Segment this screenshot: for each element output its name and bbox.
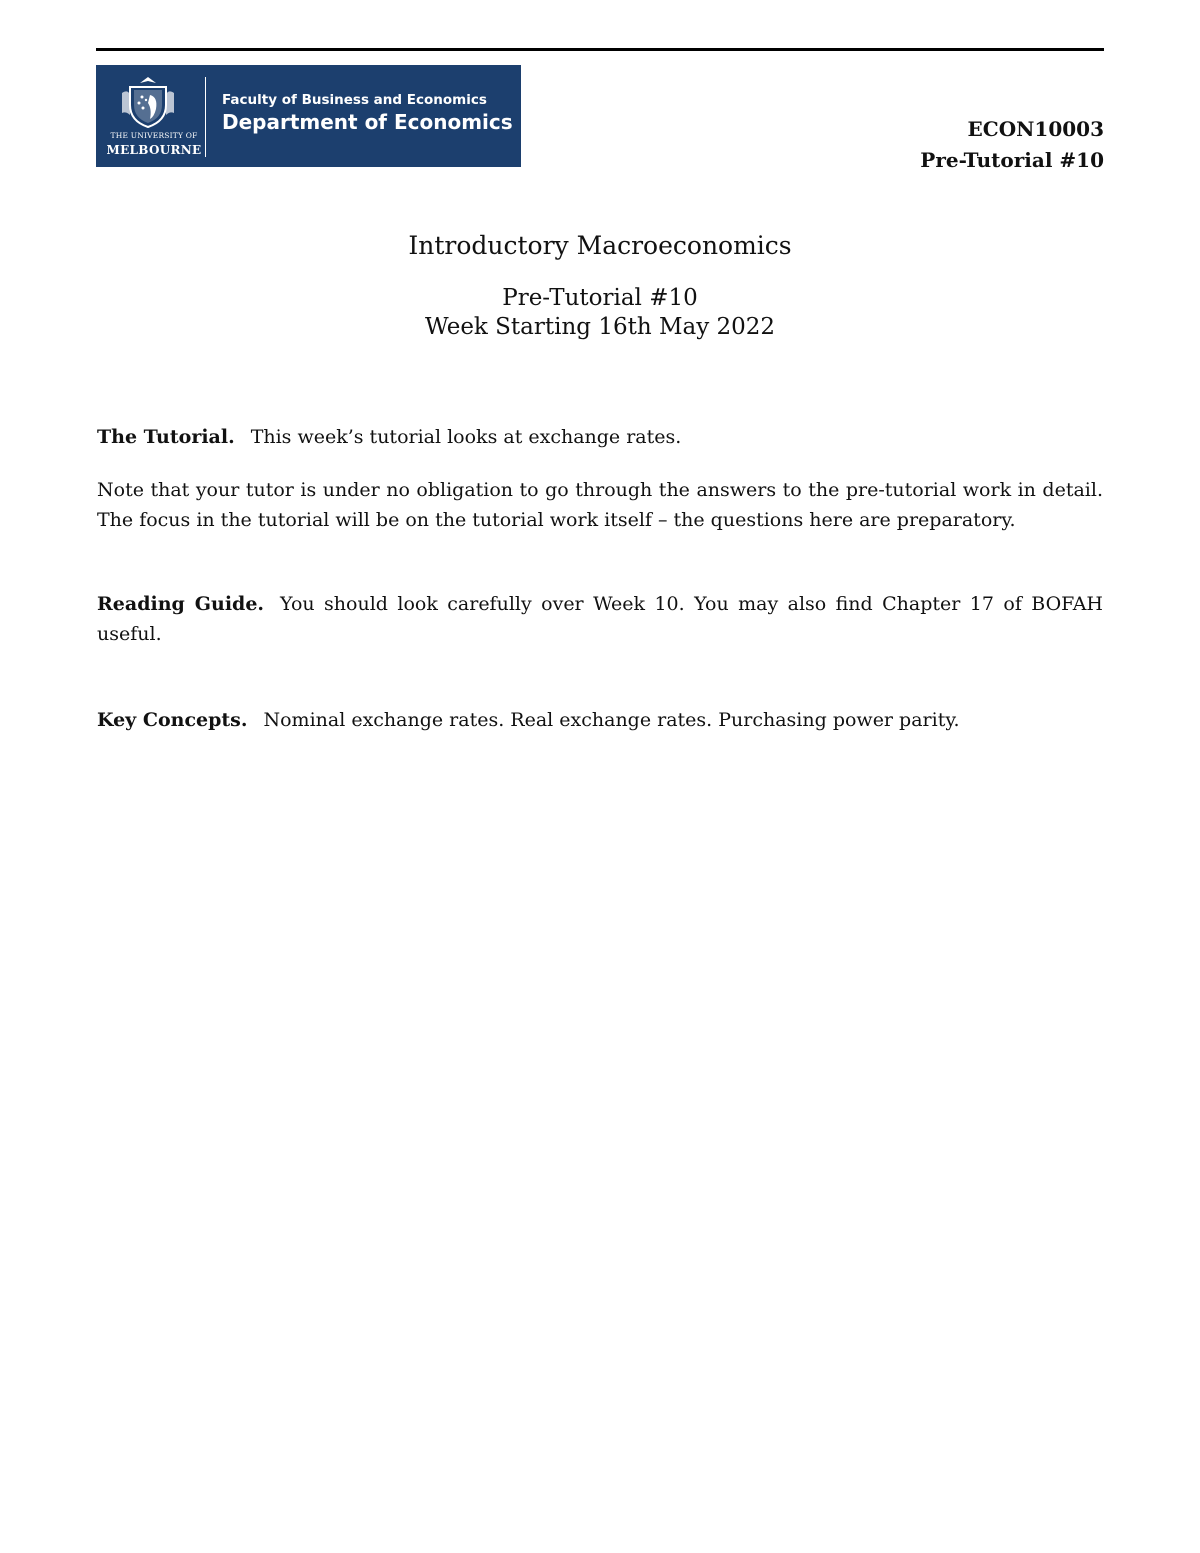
tutorial-label: Pre-Tutorial #10: [920, 148, 1104, 172]
logo-divider: [205, 77, 206, 157]
note-section: [97, 475, 1103, 535]
key-concepts-section: [97, 705, 1103, 735]
course-code: ECON10003: [967, 117, 1104, 141]
reading-guide-heading: Reading Guide.: [97, 593, 265, 615]
subtitle-tutorial: Pre-Tutorial #10: [502, 285, 698, 311]
page-title: Introductory Macroeconomics: [408, 231, 792, 260]
tutorial-text: This week’s tutorial looks at exchange rates.: [250, 426, 682, 448]
title-block: [0, 228, 1200, 342]
subtitle-week: Week Starting 16th May 2022: [424, 314, 776, 340]
reading-guide-section: [97, 589, 1103, 649]
faculty-name: Faculty of Business and Economics: [222, 92, 487, 108]
department-name: Department of Economics: [222, 110, 513, 134]
tutorial-heading: The Tutorial.: [97, 426, 235, 448]
top-rule: [96, 48, 1104, 51]
reading-guide-text: You should look carefully over Week 10. You may also find Chapter 17 of BOFAH useful.: [97, 593, 1103, 645]
university-name-line2: MELBOURNE: [106, 143, 202, 157]
course-info: [920, 114, 1104, 176]
university-name-line1: THE UNIVERSITY OF: [110, 131, 198, 140]
tutorial-section: [97, 422, 1103, 452]
university-crest-icon: [118, 75, 178, 129]
note-text: Note that your tutor is under no obligation to go through the answers to the pre-tutorial work in detail. The focus in the tutorial will be on the tutorial work itself – the questions here are preparatory.: [97, 479, 1103, 531]
subtitle: [0, 284, 1200, 342]
university-logo: [96, 65, 521, 167]
key-concepts-heading: Key Concepts.: [97, 709, 248, 731]
key-concepts-text: Nominal exchange rates. Real exchange rates. Purchasing power parity.: [263, 709, 960, 731]
